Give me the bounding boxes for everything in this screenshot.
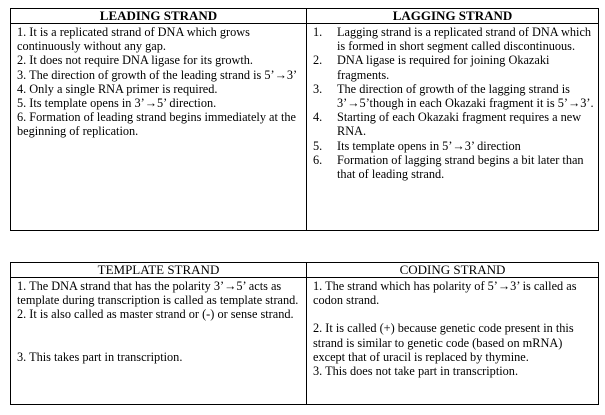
template-strand-header: TEMPLATE STRAND: [11, 263, 307, 278]
template-point-3: 3. This takes part in transcription.: [17, 349, 183, 364]
leading-point-4: 4. Only a single RNA primer is required.: [17, 81, 218, 96]
lagging-point-5: 5. Its template opens in 5’→3’ direction: [313, 138, 521, 153]
spacer: [17, 322, 303, 350]
leading-point-3: 3. The direction of growth of the leading strand is 5’→3’: [17, 67, 298, 82]
lagging-strand-header: LAGGING STRAND: [307, 9, 599, 24]
coding-point-1: 1. The strand which has polarity of 5’→3’ is called as codon strand.: [313, 279, 577, 308]
leading-strand-cell: [11, 24, 307, 231]
leading-point-2: 2. It does not require DNA ligase for its growth.: [17, 53, 253, 68]
leading-point-6: 6. Formation of leading strand begins immediately at the beginning of replication.: [17, 110, 297, 139]
lagging-point-2: 2. DNA ligase is required for joining Okazaki fragments.: [313, 53, 550, 82]
coding-strand-cell: [307, 278, 599, 405]
lagging-strand-cell: [307, 24, 599, 231]
coding-strand-header: CODING STRAND: [307, 263, 599, 278]
coding-point-3: 3. This does not take part in transcription.: [313, 364, 519, 379]
lagging-point-3: 3. The direction of growth of the lagging strand is 3’→5’though in each Okazaki fragment it is 5’→3’.: [313, 81, 594, 111]
spacer: [313, 307, 595, 321]
lagging-point-1: 1. Lagging strand is a replicated strand of DNA which is formed in short segment called discontinuous.: [313, 25, 592, 54]
template-point-1: 1. The DNA strand that has the polarity 3’→5’ acts as template during transcription is called as template strand.: [17, 279, 299, 308]
coding-point-2: 2. It is called (+) because genetic code present in this strand is similar to genetic code (based on mRNA) except that of uracil is replaced by thymine.: [313, 321, 574, 364]
template-strand-cell: [11, 278, 307, 405]
leading-lagging-table: [10, 8, 599, 231]
template-coding-table: [10, 262, 599, 405]
leading-strand-header: LEADING STRAND: [11, 9, 307, 24]
template-point-2: 2. It is also called as master strand or (-) or sense strand.: [17, 307, 294, 322]
lagging-point-4: 4. Starting of each Okazaki fragment requires a new RNA.: [313, 110, 582, 139]
leading-point-1: 1. It is a replicated strand of DNA which grows continuously without any gap.: [17, 25, 250, 54]
lagging-point-6: 6. Formation of lagging strand begins a bit later than that of leading strand.: [313, 152, 584, 182]
leading-point-5: 5. Its template opens in 3’→5’ direction.: [17, 96, 217, 111]
